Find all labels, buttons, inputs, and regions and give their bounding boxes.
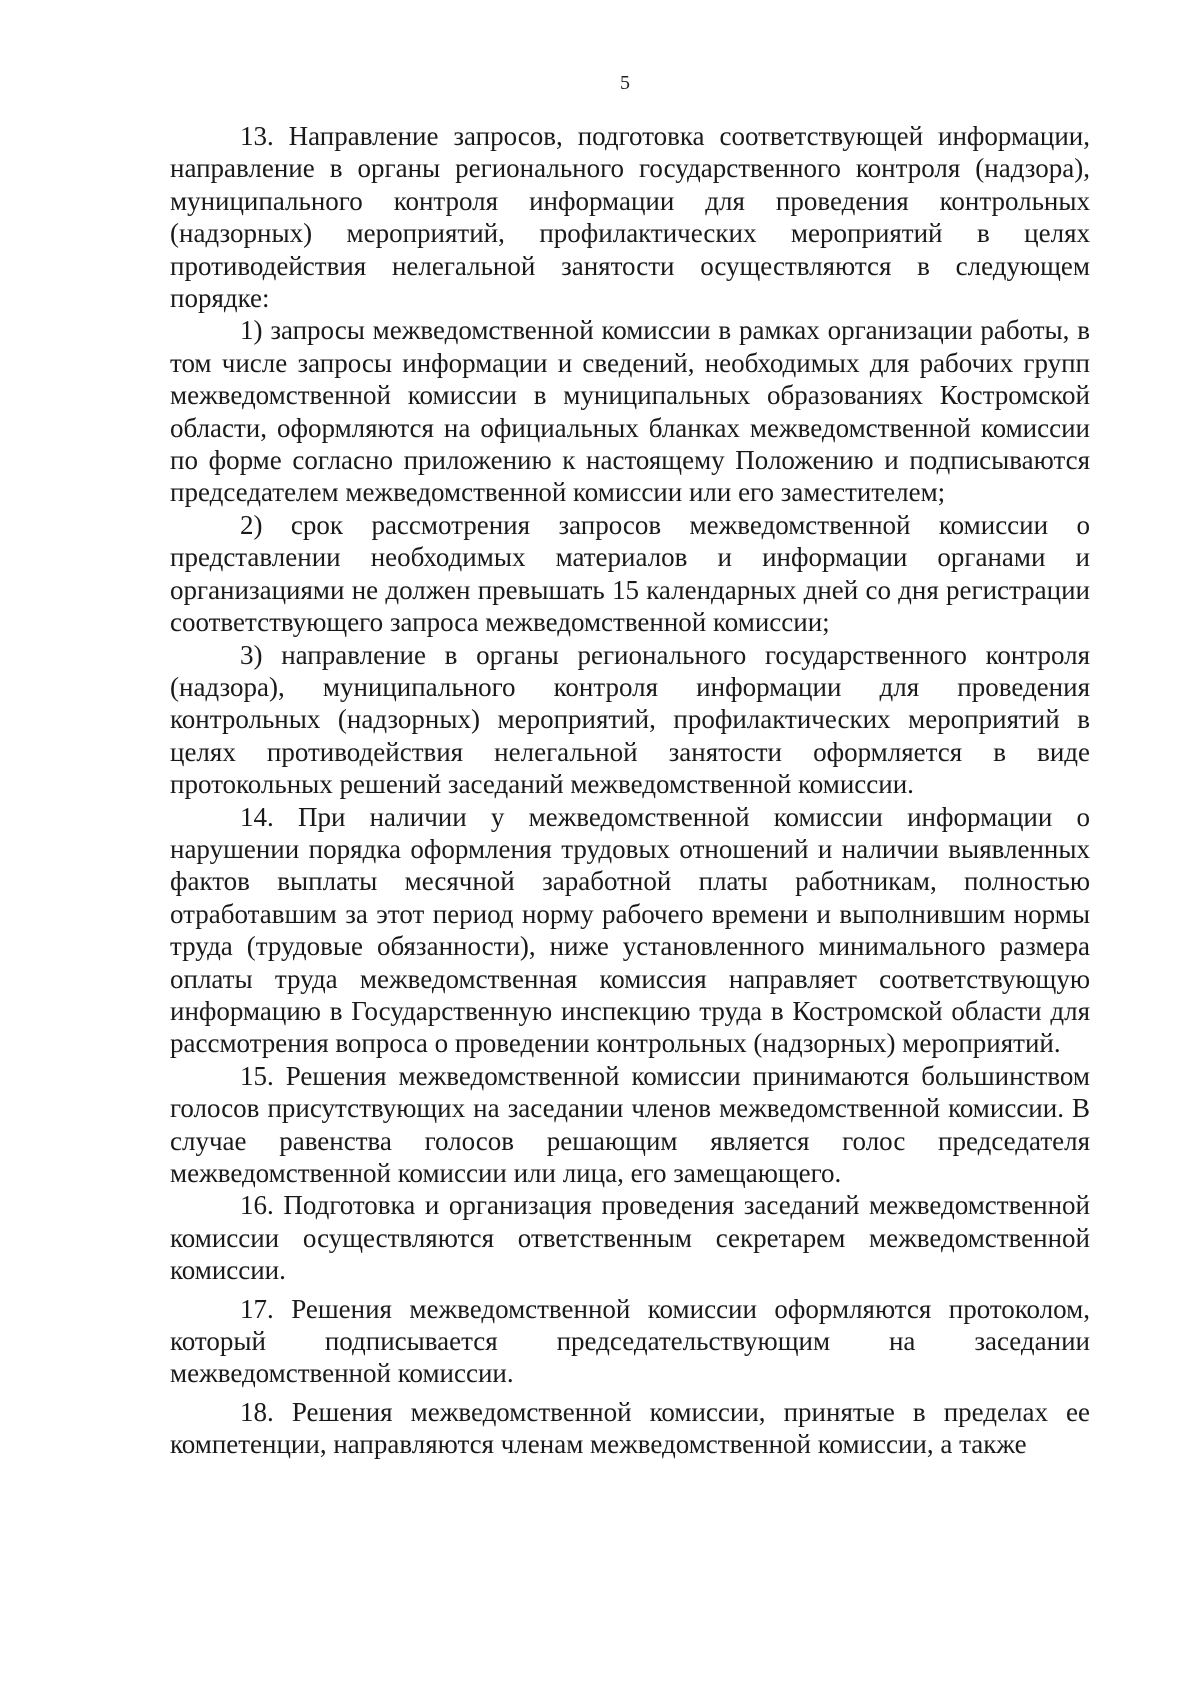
paragraph-17: 17. Решения межведомственной комиссии оформляются протоколом, который подписывается председательствующим на заседании межведомственной комиссии. — [170, 1293, 1090, 1389]
paragraph-16: 16. Подготовка и организация проведения заседаний межведомственной комиссии осуществляются ответственным секретарем межведомственной комиссии. — [170, 1190, 1090, 1286]
paragraph-18: 18. Решения межведомственной комиссии, принятые в пределах ее компетенции, направляются членам межведомственной комиссии, а также — [170, 1396, 1090, 1460]
paragraph-15: 15. Решения межведомственной комиссии принимаются большинством голосов присутствующих на заседании членов межведомственной комиссии. В случае равенства голосов решающим является голос председателя межведомственной комиссии или лица, его замещающего. — [170, 1060, 1090, 1188]
paragraph-13-item-1: 1) запросы межведомственной комиссии в рамках организации работы, в том числе запросы информации и сведений, необходимых для рабочих групп межведомственной комиссии в муниципальных образованиях Костромской области, оформляются на официальных бланках межведомственной комиссии по форме согласно приложению к настоящему Положению и подписываются председателем межведомственной комиссии или его заместителем; — [170, 315, 1090, 508]
paragraph-13-item-3: 3) направление в органы регионального государственного контроля (надзора), муниципального контроля информации для проведения контрольных (надзорных) мероприятий, профилактических мероприятий в целях противодействия нелегальной занятости оформляется в виде протокольных решений заседаний межведомственной комиссии. — [170, 639, 1090, 800]
paragraph-14: 14. При наличии у межведомственной комиссии информации о нарушении порядка оформления трудовых отношений и наличии выявленных фактов выплаты месячной заработной платы работникам, полностью отработавшим за этот период норму рабочего времени и выполнившим нормы труда (трудовые обязанности), ниже установленного минимального размера оплаты труда межведомственная комиссия направляет соответствующую информацию в Государственную инспекцию труда в Костромской области для рассмотрения вопроса о проведении контрольных (надзорных) мероприятий. — [170, 801, 1090, 1059]
paragraph-13: 13. Направление запросов, подготовка соответствующей информации, направление в органы регионального государственного контроля (надзора), муниципального контроля информации для проведения контрольных (надзорных) мероприятий, профилактических мероприятий в целях противодействия нелегальной занятости осуществляются в следующем порядке: — [170, 121, 1090, 314]
paragraph-13-item-2: 2) срок рассмотрения запросов межведомственной комиссии о представлении необходимых материалов и информации органами и организациями не должен превышать 15 календарных дней со дня регистрации соответствующего запроса межведомственной комиссии; — [170, 509, 1090, 638]
page-number: 5 — [620, 72, 630, 94]
document-body — [170, 120, 1090, 1461]
